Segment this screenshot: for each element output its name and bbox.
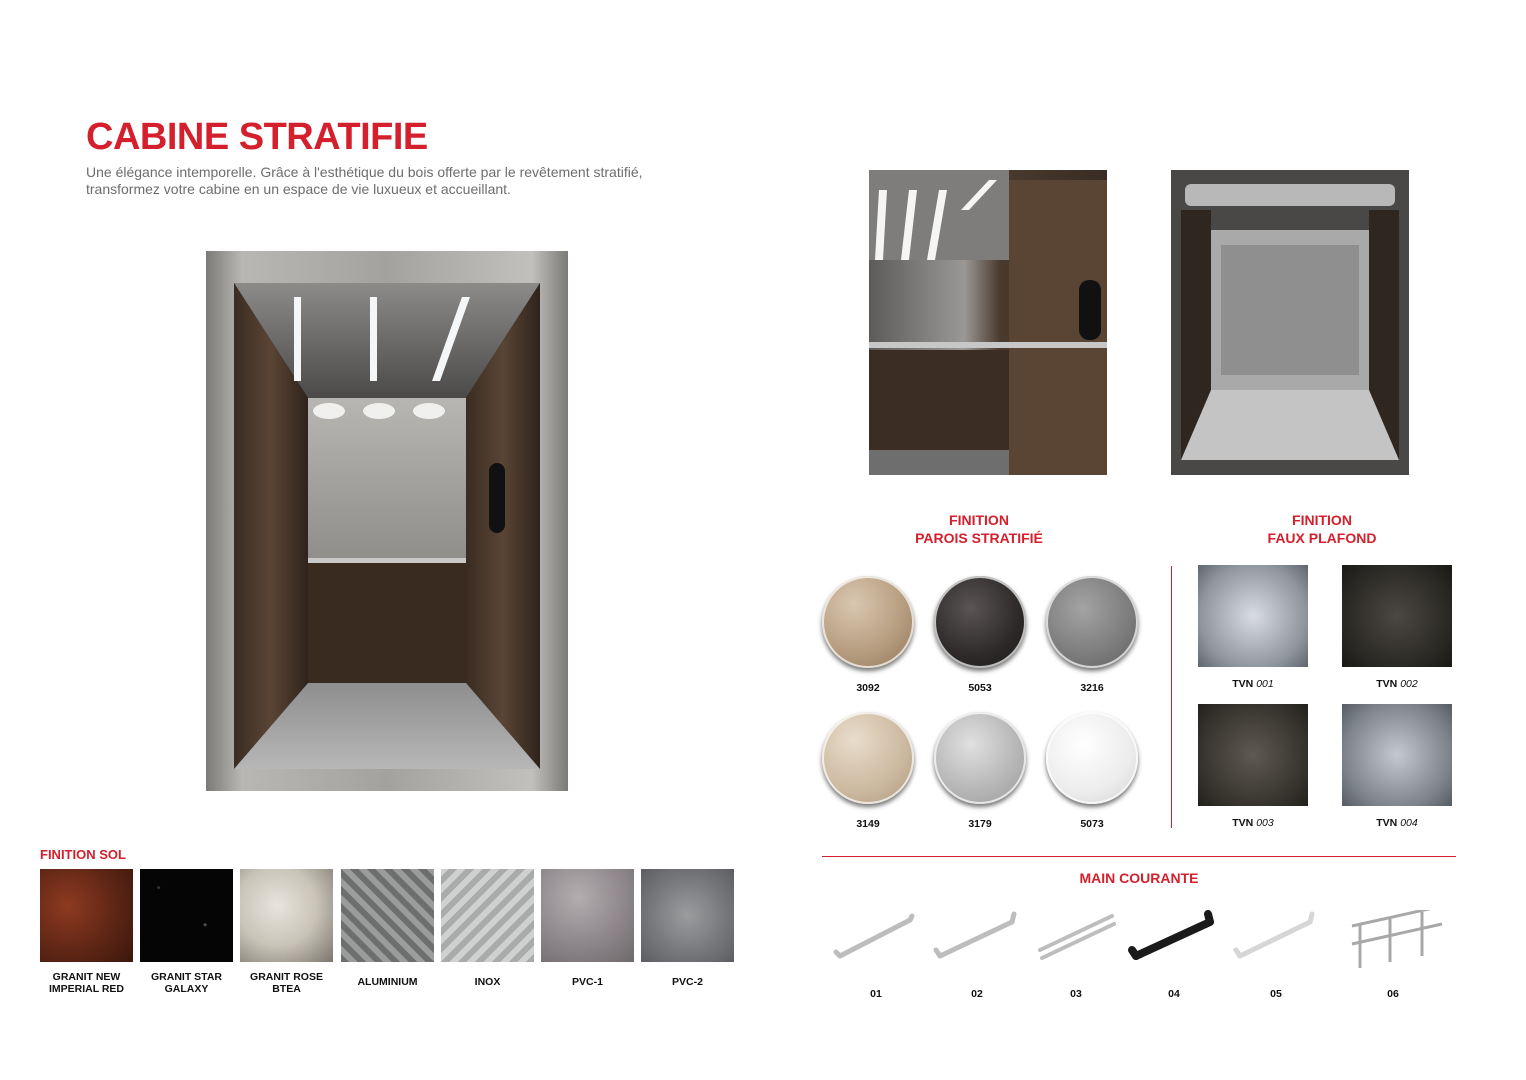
floor-label (535, 976, 640, 988)
floor-label-line2: GALAXY (164, 983, 209, 995)
ceiling-tvn-004[interactable] (1342, 704, 1452, 806)
handrail-04 (1132, 914, 1210, 956)
handrail-label: 05 (1270, 988, 1282, 1000)
ceiling-label-prefix: TVN (1376, 678, 1398, 690)
floor-label (435, 976, 540, 988)
floor-label (134, 971, 239, 995)
ceiling-tvn-002[interactable] (1342, 565, 1452, 667)
floor-label-line1: GRANIT NEW (52, 971, 121, 983)
ceiling-label (1198, 678, 1308, 690)
handrail-label: 02 (971, 988, 983, 1000)
section-title-parois-line2: PAROIS STRATIFIÉ (915, 530, 1043, 546)
ceiling-label-prefix: TVN (1232, 817, 1254, 829)
floor-swatch-pvc-2[interactable] (641, 869, 734, 962)
swatch-label: 5073 (1080, 818, 1104, 830)
floor-label (335, 976, 440, 988)
ceiling-tvn-001[interactable] (1198, 565, 1308, 667)
floor-label-line1: INOX (474, 976, 501, 988)
handrail-01 (836, 916, 912, 956)
floor-label-line1: GRANIT ROSE (250, 971, 323, 983)
cabin-photo-top-view (1171, 170, 1409, 475)
cabin-photo-perspective (869, 170, 1107, 475)
floor-swatch-granit-rose-btea[interactable] (240, 869, 333, 962)
swatch-disc-5053[interactable] (934, 576, 1026, 668)
ceiling-label-prefix: TVN (1376, 817, 1398, 829)
floor-swatch-aluminium[interactable] (341, 869, 434, 962)
handrail-row (832, 910, 1452, 970)
floor-label (234, 971, 339, 995)
swatch-disc-3149[interactable] (822, 712, 914, 804)
floor-swatch-pvc-1[interactable] (541, 869, 634, 962)
handrail-03 (1040, 916, 1114, 958)
floor-label-line1: GRANIT STAR (151, 971, 222, 983)
cabin-interior (234, 283, 540, 769)
floor-label-line1: PVC-2 (672, 976, 703, 988)
swatch-label: 3179 (968, 818, 992, 830)
section-title-plafond-line1: FINITION (1292, 512, 1352, 528)
swatch-disc-5073[interactable] (1046, 712, 1138, 804)
ceiling-tvn-003[interactable] (1198, 704, 1308, 806)
handrail-06 (1352, 910, 1442, 968)
page-description: Une élégance intemporelle. Grâce à l'esthétique du bois offerte par le revêtement stratifié, transformez votre cabine en un espace de vie luxueux et accueillant. (86, 164, 643, 197)
floor-swatch-inox[interactable] (441, 869, 534, 962)
handrail-label: 06 (1387, 988, 1399, 1000)
handrail-05 (1236, 914, 1312, 956)
floor-label (635, 976, 740, 988)
ceiling-label-code: 002 (1400, 678, 1418, 690)
floor-label-line1: ALUMINIUM (357, 976, 418, 988)
section-title-plafond (1222, 511, 1422, 547)
page-title: CABINE STRATIFIE (86, 116, 428, 158)
floor-label-line2: IMPERIAL RED (48, 983, 125, 995)
section-title-main-courante: MAIN COURANTE (1079, 870, 1199, 886)
ceiling-label (1342, 817, 1452, 829)
ceiling-label-code: 004 (1400, 817, 1418, 829)
swatch-disc-3092[interactable] (822, 576, 914, 668)
vertical-divider (1171, 566, 1172, 828)
floor-swatch-granit-imperial-red[interactable] (40, 869, 133, 962)
swatch-label: 3149 (856, 818, 880, 830)
floor-swatch-granit-star-galaxy[interactable] (140, 869, 233, 962)
swatch-label: 5053 (968, 682, 992, 694)
section-title-sol: FINITION SOL (40, 847, 126, 862)
floor-label-line1: PVC-1 (572, 976, 603, 988)
section-title-parois-line1: FINITION (949, 512, 1009, 528)
handrail-label: 01 (870, 988, 882, 1000)
section-title-plafond-line2: FAUX PLAFOND (1267, 530, 1377, 546)
floor-label-line2: BTEA (272, 983, 301, 995)
swatch-disc-3179[interactable] (934, 712, 1026, 804)
ceiling-label-code: 001 (1256, 678, 1274, 690)
ceiling-label (1342, 678, 1452, 690)
ceiling-label (1198, 817, 1308, 829)
floor-label (34, 971, 139, 995)
ceiling-label-prefix: TVN (1232, 678, 1254, 690)
ceiling-label-code: 003 (1256, 817, 1274, 829)
swatch-label: 3092 (856, 682, 880, 694)
swatch-label: 3216 (1080, 682, 1104, 694)
handrail-02 (936, 914, 1014, 956)
horizontal-divider (822, 856, 1456, 857)
handrail-label: 04 (1168, 988, 1180, 1000)
section-title-parois (880, 511, 1078, 547)
swatch-disc-3216[interactable] (1046, 576, 1138, 668)
handrail-label: 03 (1070, 988, 1082, 1000)
